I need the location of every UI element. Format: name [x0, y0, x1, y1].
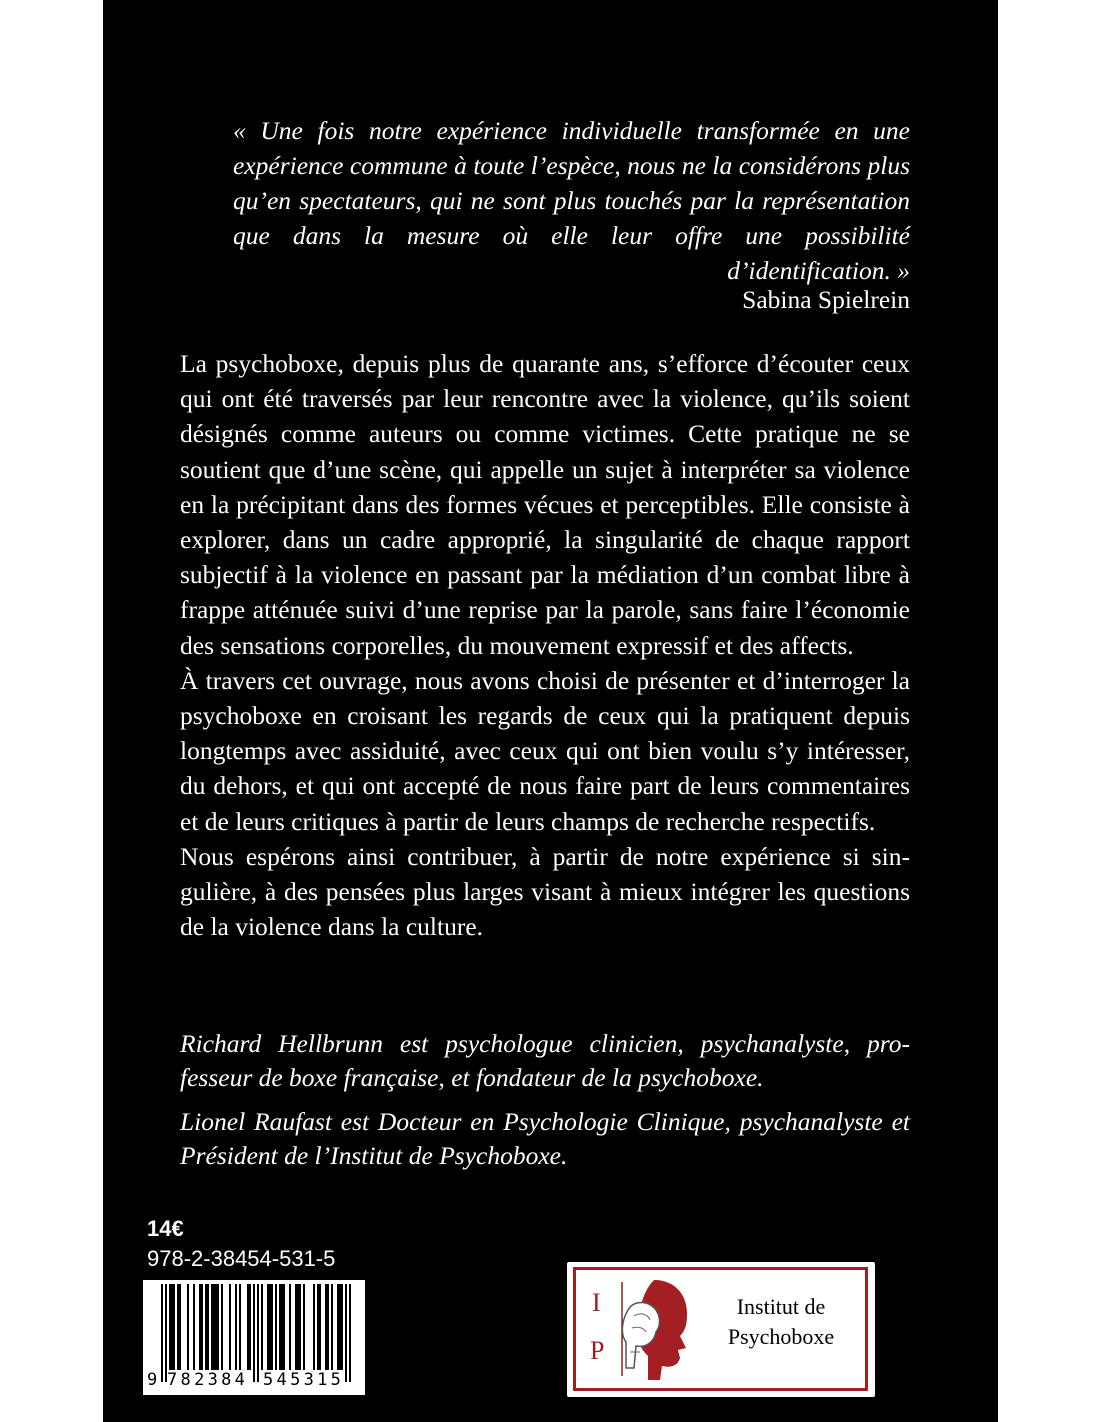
barcode-bar [319, 1284, 321, 1370]
barcode-bar [269, 1284, 271, 1370]
barcode-bar [327, 1284, 329, 1370]
blurb-paragraph: À travers cet ouvrage, nous avons choisi de présenter et d’interroger la psychoboxe en croisant les regards de ceux qui la pratiquent depuis longtemps avec assiduité, avec ceux qui ont bien voulu s’y intéresser, du dehors, et qui ont accepté de nous faire part de leurs commentaires et de leurs critiques à partir de leurs champs de recherche respectifs. [180, 665, 910, 836]
blurb [180, 346, 910, 944]
barcode-bar [297, 1284, 299, 1370]
barcode-bar [205, 1284, 207, 1370]
logo-name-line: Psychoboxe [727, 1324, 835, 1349]
author-bio: Lionel Raufast est Docteur en Psychologie Clinique, psychanalyste et Président de l’Institut de Psychoboxe. [180, 1107, 910, 1170]
barcode-bar [201, 1284, 203, 1370]
barcode-bar [179, 1284, 181, 1370]
author-bios [180, 1027, 910, 1183]
publisher-logo [567, 1262, 875, 1397]
epigraph-quote: « Une fois notre expérience individuelle transformée en une expérience commune à toute l’espèce, nous ne la considérons plus qu’en spectateurs, qui ne sont plus touchés par la représentation que dans la mesure où elle leur offre une possibilité d’identification. » [233, 116, 910, 285]
barcode-bar [339, 1284, 341, 1370]
epigraph-author: Sabina Spielrein [742, 285, 910, 314]
barcode-bar [283, 1284, 285, 1370]
author-bio: Richard Hellbrunn est psychologue clinicien, psychanalyste, professeur de boxe française, et fondateur de la psychoboxe. [180, 1029, 910, 1092]
blurb-paragraph: Nous espérons ainsi contribuer, à partir de notre expérience si singulière, à des pensées plus larges visant à mieux intégrer les questions de la violence dans la culture. [180, 841, 910, 942]
barcode-bar [239, 1284, 241, 1370]
barcode-bar [303, 1284, 305, 1370]
barcode-bar [169, 1284, 171, 1370]
barcode-bar [341, 1284, 343, 1370]
barcode-bar [313, 1284, 315, 1370]
barcode-bar [271, 1284, 273, 1370]
barcode-bar [187, 1284, 189, 1370]
boxer-head-icon [584, 1276, 710, 1382]
barcode-bar [331, 1284, 333, 1370]
barcode-left-digits: 782384 [167, 1370, 249, 1390]
barcode-bar [267, 1284, 269, 1370]
barcode-bar [217, 1284, 219, 1370]
barcode-bar [247, 1284, 249, 1370]
barcode-bar [215, 1284, 217, 1370]
barcode-first-digit: 9 [147, 1370, 158, 1390]
barcode-bar [317, 1284, 319, 1370]
logo-letter-i: I [592, 1288, 601, 1317]
logo-name [706, 1292, 856, 1352]
barcode-bar [207, 1284, 209, 1370]
barcode-bar [325, 1284, 327, 1370]
barcode-bar [177, 1284, 179, 1370]
barcode-bar [229, 1284, 231, 1370]
barcode-bar [261, 1284, 263, 1370]
back-cover [103, 0, 998, 1422]
barcode-bar [279, 1284, 281, 1370]
price: 14€ [147, 1216, 184, 1241]
barcode-bar [275, 1284, 277, 1370]
barcode-bar [289, 1284, 291, 1370]
barcode-bar [173, 1284, 175, 1370]
logo-letter-p: P [590, 1336, 605, 1365]
barcode-bar [193, 1284, 195, 1370]
barcode-bar [281, 1284, 283, 1370]
barcode-digits [143, 1368, 365, 1394]
barcode-bar [235, 1284, 237, 1370]
barcode [143, 1280, 365, 1395]
barcode-bar [337, 1284, 339, 1370]
blurb-paragraph: La psychoboxe, depuis plus de quarante ans, s’efforce d’écouter ceux qui ont été traversés par leur rencontre avec la violence, qu’ils soient désignés comme auteurs ou comme victimes. Cette pratique ne se soutient que d’une scène, qui appelle un sujet à interpréter sa violence en la précipitant dans des formes vécues et perceptibles. Elle consiste à explorer, dans un cadre approprié, la singularité de chaque rapport subjectif à la violence en passant par la médiation d’un combat libre à frappe atténuée suivi d’une reprise par la parole, sans faire l’économie des sensations corporelles, du mouvement expressif et des affects. [180, 349, 910, 660]
barcode-bar [211, 1284, 213, 1370]
logo-frame [573, 1267, 868, 1391]
barcode-bar [213, 1284, 215, 1370]
barcode-bar [299, 1284, 301, 1370]
barcode-bar [199, 1284, 201, 1370]
isbn: 978-2-38454-531-5 [147, 1246, 336, 1271]
barcode-bar [221, 1284, 223, 1370]
barcode-bar [249, 1284, 251, 1370]
logo-name-line: Institut de [736, 1294, 826, 1319]
barcode-right-digits: 545315 [263, 1370, 345, 1390]
barcode-bar [295, 1284, 297, 1370]
barcode-bar [171, 1284, 173, 1370]
